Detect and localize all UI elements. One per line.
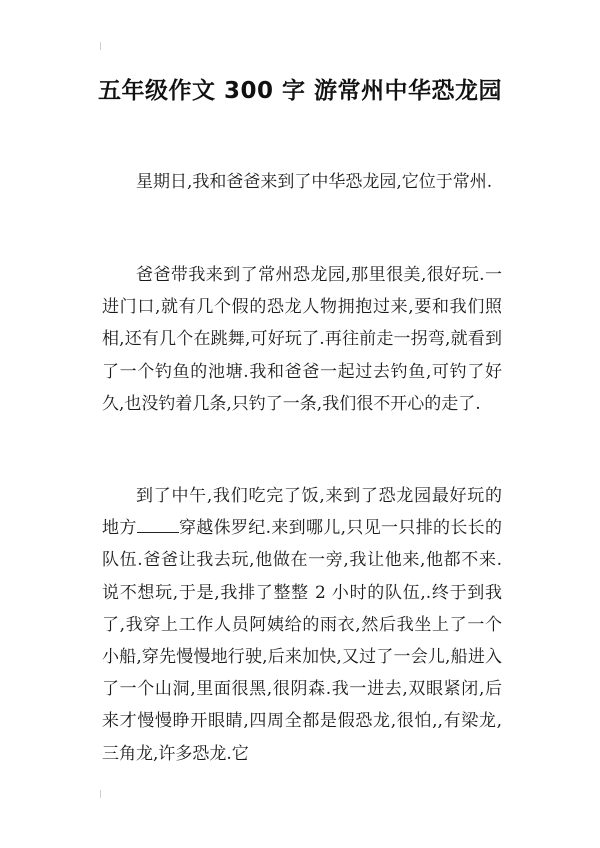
essay-body: [102, 166, 502, 198]
fill-in-blank: [137, 516, 179, 533]
paragraph-1: 星期日,我和爸爸来到了中华恐龙园,它位于常州.: [136, 172, 493, 192]
paragraph-3-before-blank: 到了中午,我们吃完了饭,来到了恐龙园最好玩的地方: [102, 486, 502, 539]
page-title: 五年级作文 300 字 游常州中华恐龙园: [97, 78, 503, 104]
page-corner-mark-top: [100, 42, 101, 50]
essay-body-3: [102, 480, 502, 770]
paragraph-2: 爸爸带我来到了常州恐龙园,那里很美,很好玩.一进门口,就有几个假的恐龙人物拥抱过来,要和我们照相,还有几个在跳舞,可好玩了.再往前走一拐弯,就看到了一个钓鱼的池塘.我和爸爸一起过去钓鱼,可钓了好久,也没钓着几条,只钓了一条,我们很不开心的走了.: [102, 265, 502, 414]
paragraph-3-after-blank: 穿越侏罗纪.来到哪儿,只见一只排的长长的队伍.爸爸让我去玩,他做在一旁,我让他来,他都不来.说不想玩,于是,我排了整整 2 小时的队伍,.终于到我了,我穿上工作人员阿姨给的雨衣,然后我坐上了一个小船,穿先慢慢地行驶,后来加快,又过了一会儿,船进入了一个山洞,里面很黑,很阴森.我一进去,双眼紧闭,后来才慢慢睁开眼睛,四周全都是假恐龙,很怕,,有梁龙,三角龙,许多恐龙.它: [102, 518, 502, 764]
essay-body-2: [102, 259, 502, 420]
page-corner-mark-bottom: [100, 790, 101, 798]
paragraph-3: [102, 480, 502, 770]
